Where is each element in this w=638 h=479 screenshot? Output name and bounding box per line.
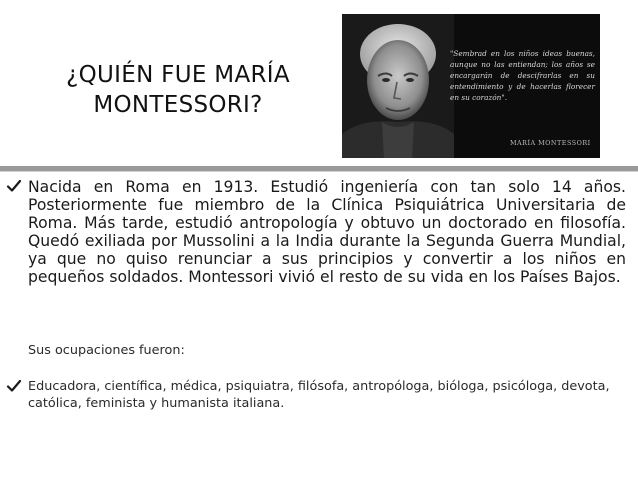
portrait-card	[342, 14, 600, 158]
quote-author: MARÍA MONTESSORI	[510, 139, 591, 147]
title-line-1: ¿QUIÉN FUE MARÍA	[66, 62, 290, 88]
occupations-list: Educadora, científica, médica, psiquiatra, filósofa, antropóloga, bióloga, psicóloga, devota, católica, feminista y humanista italiana.	[28, 379, 610, 411]
occupations-bullet	[6, 378, 626, 412]
bio-paragraph: Nacida en Roma en 1913. Estudió ingeniería con tan solo 14 años. Posteriormente fue miembro de la Clínica Psiquiátrica Universitaria de Roma. Más tarde, estudió antropología y obtuvo un doctorado en filosofía. Quedó exiliada por Mussolini a la India durante la Segunda Guerra Mundial, ya que no quiso renunciar a sus principios y convertir a los niños en pequeños soldados. Montessori vivió el resto de su vida en los Países Bajos.	[28, 178, 626, 286]
quote-text: "Sembrad en los niños ideas buenas, aunque no las entiendan; los años se encargarán de descifrarlas en su entendimiento y de hacerlas florecer en su corazón".	[450, 49, 595, 102]
portrait-photo	[342, 14, 454, 158]
bio-bullet	[6, 178, 626, 286]
occupations-intro: Sus ocupaciones fueron:	[28, 343, 185, 358]
checkmark-icon	[6, 178, 28, 194]
title-line-2: MONTESSORI?	[93, 92, 263, 118]
checkmark-icon	[6, 378, 28, 394]
divider-bar	[0, 166, 638, 171]
slide-title	[28, 60, 328, 120]
